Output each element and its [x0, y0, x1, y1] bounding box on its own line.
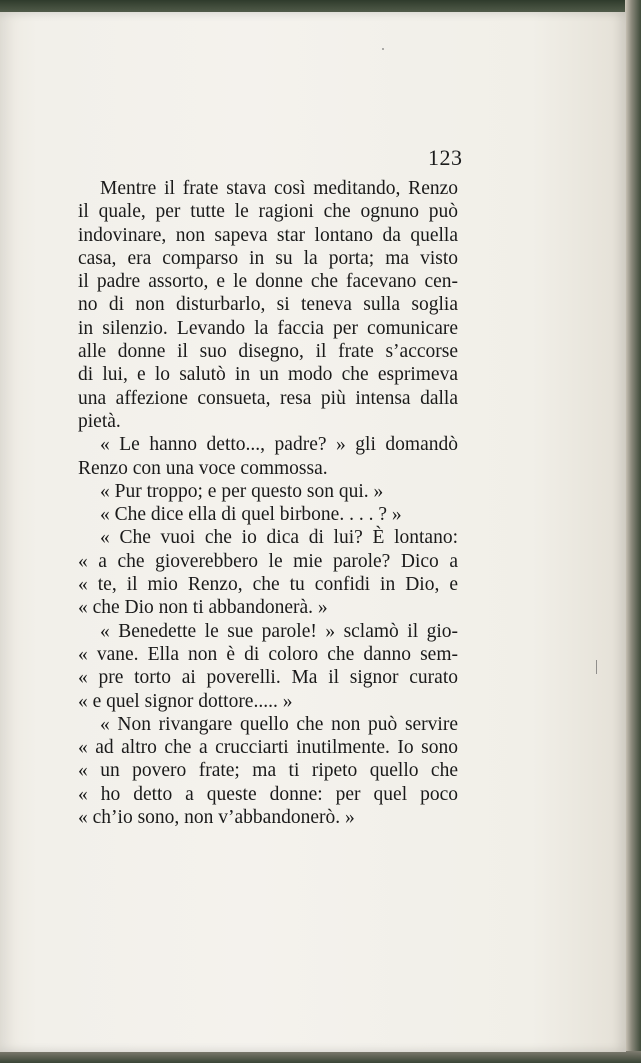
text-line: il padre assorto, e le donne che facevano cen-: [78, 271, 458, 293]
text-line: « a che gioverebbero le mie parole? Dico a: [78, 550, 458, 572]
text-line: il quale, per tutte le ragioni che ognuno può: [78, 201, 458, 223]
paper-page: [0, 12, 626, 1052]
text-line: Renzo con una voce commossa.: [78, 457, 328, 479]
text-line: « ho detto a queste donne: per quel poco: [78, 783, 458, 805]
paper-mark: [596, 660, 597, 674]
page-number: 123: [428, 145, 463, 170]
text-line: no di non disturbarlo, si teneva sulla soglia: [78, 294, 458, 316]
text-line: « Pur troppo; e per questo son qui. »: [100, 480, 384, 502]
text-line: alle donne il suo disegno, il frate s’accorse: [78, 341, 458, 363]
text-line: « pre torto ai poverelli. Ma il signor curato: [78, 667, 458, 689]
book-edge-bottom: [0, 1051, 641, 1063]
text-line: « che Dio non ti abbandonerà. »: [78, 597, 328, 619]
text-line: casa, era comparso in su la porta; ma visto: [78, 247, 458, 269]
text-line: « Che dice ella di quel birbone. . . . ? »: [100, 504, 402, 526]
text-line: indovinare, non sapeva star lontano da quella: [78, 224, 458, 246]
text-line: in silenzio. Levando la faccia per comunicare: [78, 317, 458, 339]
body-text: [78, 177, 458, 829]
text-line: « vane. Ella non è di coloro che danno sem-: [78, 643, 458, 665]
text-line: una affezione consueta, resa più intensa dalla: [78, 387, 458, 409]
text-line: pietà.: [78, 410, 121, 432]
text-line: « un povero frate; ma ti ripeto quello che: [78, 760, 458, 782]
text-line: Mentre il frate stava così meditando, Renzo: [100, 178, 458, 199]
paper-speck: [382, 48, 384, 50]
book-edge-right: [625, 0, 641, 1063]
text-line: di lui, e lo salutò in un modo che esprimeva: [78, 364, 458, 386]
text-line: « Benedette le sue parole! » sclamò il gio-: [100, 620, 458, 642]
text-line: « ad altro che a crucciarti inutilmente. Io sono: [78, 737, 458, 759]
text-line: « ch’io sono, non v’abbandonerò. »: [78, 807, 355, 829]
text-line: « Non rivangare quello che non può servire: [100, 713, 458, 735]
text-line: « te, il mio Renzo, che tu confidi in Dio, e: [78, 574, 458, 596]
text-line: « Che vuoi che io dica di lui? È lontano:: [100, 527, 458, 549]
text-line: « e quel signor dottore..... »: [78, 690, 293, 712]
text-line: « Le hanno detto..., padre? » gli domandò: [100, 434, 458, 456]
